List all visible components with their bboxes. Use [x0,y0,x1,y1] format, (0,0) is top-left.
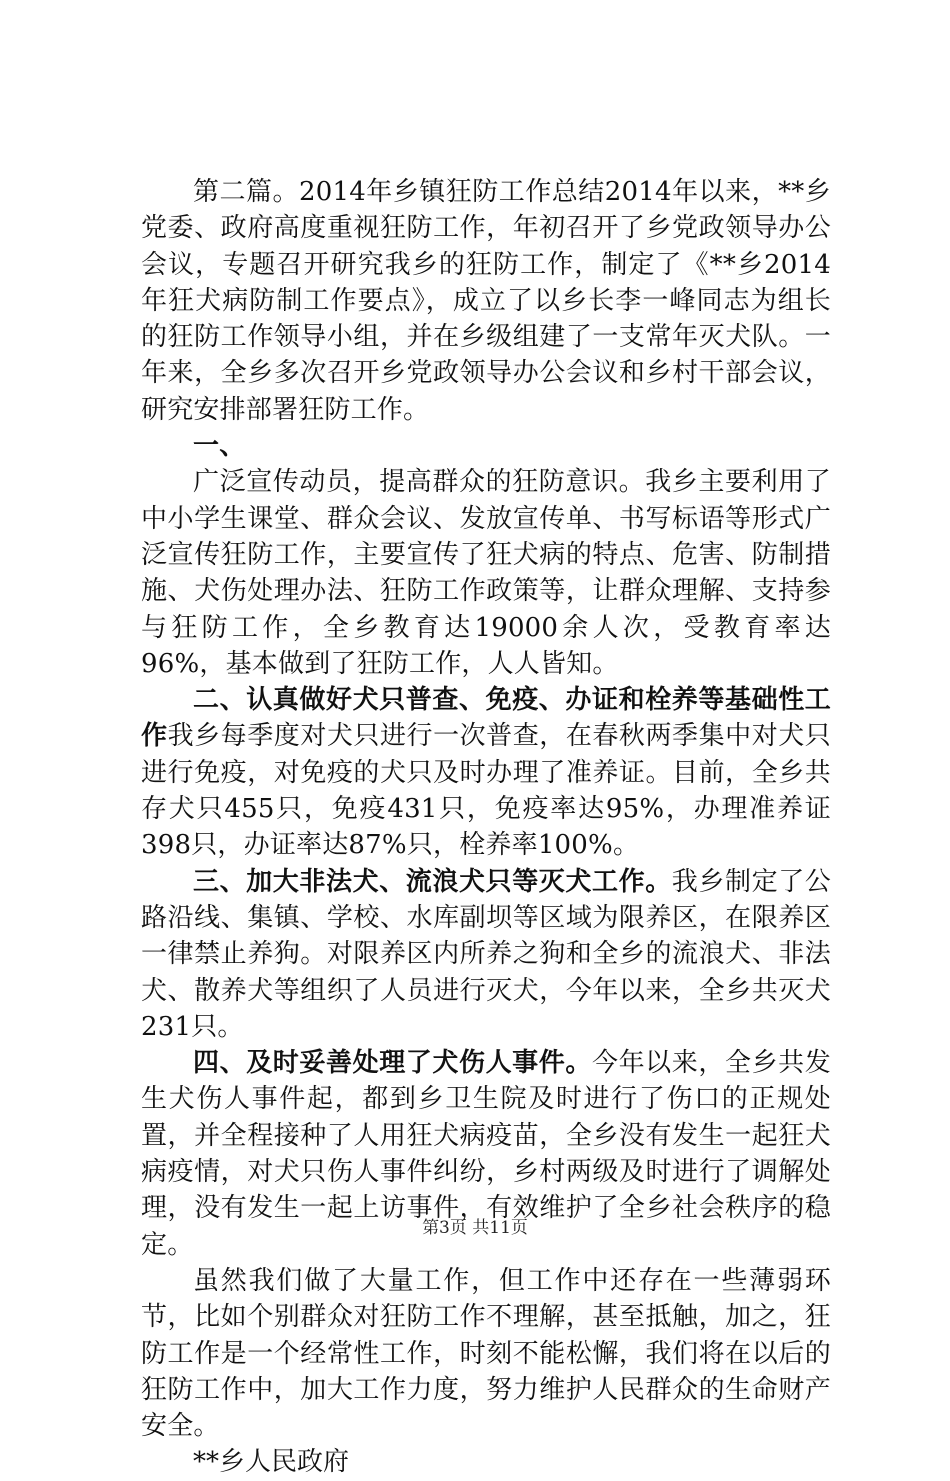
paragraph-text: 今年以来，全乡共发生犬伤人事件起，都到乡卫生院及时进行了伤口的正规处置，并全程接种了人用狂犬病疫苗，全乡没有发生一起狂犬病疫情，对犬只伤人事件纠纷，乡村两级及时进行了调解处理，没有发生一起上访事件，有效维护了全乡社会秩序的稳定。 [141,1048,831,1260]
section-heading-text: 一、 [193,431,246,462]
section-heading-3: 三、加大非法犬、流浪犬只等灭犬工作。 [193,866,672,897]
page-footer: 第3页 共11页 [422,1218,528,1238]
paragraph-text: 我乡制定了公路沿线、集镇、学校、水库副坝等区域为限养区，在限养区一律禁止养狗。对限养区内所养之狗和全乡的流浪犬、非法犬、散养犬等组织了人员进行灭犬，今年以来，全乡共灭犬231只。 [141,866,831,1042]
document-body [141,174,831,1481]
section-heading-2: 二、认真做好犬只普查、免疫、办证和栓养等基础性工作 [141,685,831,752]
paragraph-culling [141,864,831,1045]
paragraph-text: 广泛宣传动员，提高群众的狂防意识。我乡主要利用了中小学生课堂、群众会议、发放宣传单、书写标语等形式广泛宣传狂防工作，主要宣传了狂犬病的特点、危害、防制措施、犬伤处理办法、狂防工作政策等，让群众理解、支持参与狂防工作，全乡教育达19000余人次，受教育率达96%，基本做到了狂防工作，人人皆知。 [141,467,831,679]
section-heading-1 [141,428,831,464]
paragraph-publicity [141,464,831,682]
paragraph-text: 第二篇。2014年乡镇狂防工作总结2014年以来，**乡党委、政府高度重视狂防工作，年初召开了乡党政领导办公会议，专题召开研究我乡的狂防工作，制定了《**乡2014年狂犬病防制工作要点》，成立了以乡长李一峰同志为组长的狂防工作领导小组，并在乡级组建了一支常年灭犬队。一年来，全乡多次召开乡党政领导办公会议和乡村干部会议，研究安排部署狂防工作。 [141,177,831,425]
paragraph-text: 我乡每季度对犬只进行一次普查，在春秋两季集中对犬只进行免疫，对免疫的犬只及时办理了准养证。目前，全乡共存犬只455只，免疫431只，免疫率达95%，办理准养证398只，办证率达87%只，栓养率100%。 [141,721,831,861]
paragraph-census [141,682,831,863]
section-heading-4: 四、及时妥善处理了犬伤人事件。 [193,1048,592,1079]
paragraph-conclusion [141,1263,831,1444]
paragraph-text: 虽然我们做了大量工作，但工作中还存在一些薄弱环节，比如个别群众对狂防工作不理解，甚至抵触，加之，狂防工作是一个经常性工作，时刻不能松懈，我们将在以后的狂防工作中，加大工作力度，努力维护人民群众的生命财产安全。 [141,1265,831,1442]
signature-line: **乡人民政府 [193,1447,350,1478]
paragraph-intro [141,174,831,428]
